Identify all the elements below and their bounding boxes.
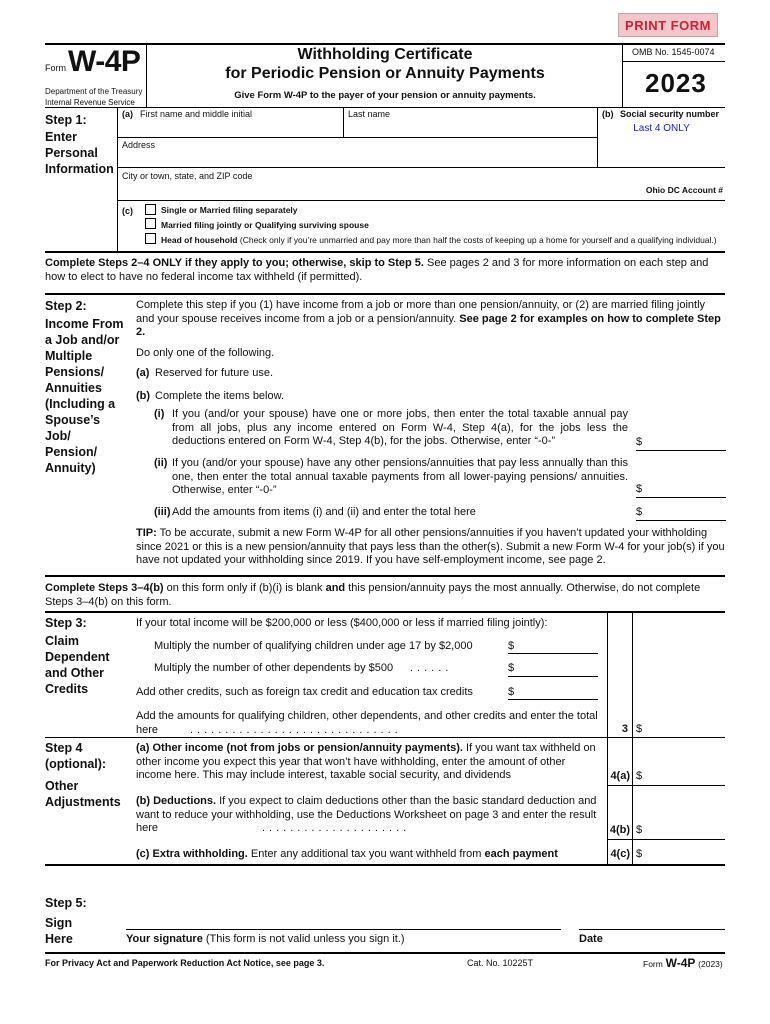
give-form: Give Form W-4P to the payer of your pension or annuity payments. — [234, 90, 536, 101]
step3-total-input[interactable] — [644, 718, 724, 736]
step4a-text: If you want tax withheld on other income you expect this year that won’t have withholding, enter the amount of other income here. This may include interest, taxable social security, and dividends — [136, 742, 596, 781]
single-checkbox[interactable] — [145, 204, 156, 215]
step2-title: Income From a Job and/or Multiple Pensions/ Annuities (Including a Spouse’s Job/ Pension/ Annuity) — [45, 317, 124, 475]
field-a-letter: (a) — [122, 109, 133, 119]
tip-bold: TIP: — [136, 527, 157, 539]
other-dependents-input[interactable] — [508, 676, 598, 677]
step4b-bold: (b) Deductions. — [136, 795, 217, 807]
step2-b-letter: (b) — [136, 390, 151, 402]
step3-line3-dollar: $ — [508, 686, 515, 698]
title-line1: Withholding Certificate — [297, 46, 473, 63]
irs: Internal Revenue Service — [45, 98, 135, 107]
department: Department of the Treasury — [45, 87, 143, 96]
step2-b-text: Complete the items below. — [155, 390, 285, 402]
city-input[interactable] — [118, 182, 596, 198]
step4c-dollar: $ — [636, 848, 643, 860]
signature-field[interactable] — [126, 905, 561, 929]
footer-form-name: W-4P — [665, 956, 696, 970]
step4a-box-number: 4(a) — [610, 770, 630, 782]
privacy-notice: For Privacy Act and Paperwork Reduction Act Notice, see page 3. — [45, 958, 325, 968]
step3-line3: Add other credits, such as foreign tax credit and education tax credits — [136, 686, 473, 698]
form-title — [150, 45, 620, 83]
print-form-button[interactable] — [618, 13, 718, 37]
address-label: Address — [122, 140, 156, 150]
field-b-letter: (b) — [602, 109, 614, 119]
step3-total-dollar: $ — [636, 723, 643, 735]
step3-line2: Multiply the number of other dependents by $500 — [154, 662, 394, 674]
step5-label: Step 5: — [45, 896, 87, 910]
city-label: City or town, state, and ZIP code — [122, 171, 253, 181]
complete-3-4b-bold: Complete Steps 3–4(b) — [45, 582, 164, 594]
other-credits-input[interactable] — [508, 699, 598, 700]
step2-a-letter: (a) — [136, 367, 150, 379]
date-label: Date — [579, 933, 603, 945]
complete-2-4-bold: Complete Steps 2–4 ONLY if they apply to you; otherwise, skip to Step 5. — [45, 257, 424, 269]
step4b-dollar: $ — [636, 824, 643, 836]
tip-text: To be accurate, submit a new Form W-4P for all other pensions/annuities if you haven’t updated your withholding since 2021 or this is a new pension/annuity that pays less than the other(s). Submit a new Form W-4 for your job(s) if you have not updated your withholding since 2019. If you have self-employment income, see page 2. — [136, 527, 725, 566]
step2-i-label: (i) — [154, 408, 165, 420]
complete-3-4b-rest: this pension/annuity pays the most annually. Otherwise, do not complete Steps 3–4(b) on this form. — [45, 582, 701, 608]
step3-title: Claim Dependent and Other Credits — [45, 634, 110, 696]
step3-line1: Multiply the number of qualifying children under age 17 by $2,000 — [154, 640, 473, 652]
step2-i-text: If you (and/or your spouse) have one or more jobs, then enter the total taxable annual pay from all jobs, plus any income entered on Form W-4, Step 4(a), for the jobs less the deductions entered on Form W-4, Step 4(b), for the jobs. Otherwise, enter “-0-” — [172, 408, 628, 447]
ssn-value: Last 4 ONLY — [633, 123, 690, 134]
step4c-box-number: 4(c) — [610, 848, 630, 860]
step3-line1-dollar: $ — [508, 640, 515, 652]
step4-label: Step 4 (optional): — [45, 741, 107, 771]
title-line2: for Periodic Pension or Annuity Payments — [225, 65, 545, 82]
step2-iii-input[interactable] — [636, 520, 726, 521]
step2-intro: Complete this step if you (1) have income from a job or more than one pension/annuity, or (2) are married filing jointly and your spouse receives income from a job or a pension/annuity. — [136, 299, 706, 325]
single-label: Single or Married filing separately — [161, 205, 298, 215]
address-input[interactable] — [118, 151, 596, 166]
omb-number: OMB No. 1545-0074 — [632, 47, 715, 57]
step2-intro-bold: See page 2 for examples on how to complete Step 2. — [136, 312, 721, 338]
form-word: Form — [45, 63, 66, 73]
head-of-household-checkbox[interactable] — [145, 233, 156, 244]
step4c-input[interactable] — [644, 844, 724, 862]
step4a-input[interactable] — [644, 766, 724, 784]
do-only-one: Do only one of the following. — [136, 347, 275, 359]
step1-title: Enter Personal Information — [45, 130, 114, 176]
step2-iii-text: Add the amounts from items (i) and (ii) and enter the total here — [172, 506, 476, 518]
step4b-input[interactable] — [644, 820, 724, 838]
last-name-label: Last name — [348, 109, 391, 119]
signature-label-bold: Your signature — [126, 933, 203, 945]
step2-iii-dollar: $ — [636, 506, 643, 518]
step4c-bold: (c) Extra withholding. — [136, 848, 248, 860]
step2-i-input[interactable] — [636, 450, 726, 451]
first-name-input[interactable] — [118, 120, 342, 136]
footer-year: (2023) — [698, 959, 723, 969]
step3-line2-dollar: $ — [508, 662, 515, 674]
form-name: W-4P — [68, 45, 141, 78]
step3-intro: If your total income will be $200,000 or less ($400,000 or less if married filing jointly): — [136, 617, 548, 629]
qualifying-children-input[interactable] — [508, 653, 598, 654]
step3-box-number: 3 — [621, 723, 628, 735]
step2-ii-dollar: $ — [636, 483, 643, 495]
signature-label-rest: (This form is not valid unless you sign it.) — [205, 933, 405, 945]
complete-2-4-rest: See pages 2 and 3 for more information on each step and how to elect to have no federal income tax withheld (if permitted). — [45, 257, 709, 283]
head-of-household-label: Head of household — [161, 235, 238, 245]
step2-label: Step 2: — [45, 299, 87, 313]
catalog-number: Cat. No. 10225T — [467, 958, 534, 968]
step4a-bold: (a) Other income (not from jobs or pension/annuity payments). — [136, 742, 463, 754]
step2-a-text: Reserved for future use. — [155, 367, 274, 379]
step2-ii-input[interactable] — [636, 497, 726, 498]
step2-ii-label: (ii) — [154, 457, 168, 469]
field-c-letter: (c) — [122, 206, 133, 216]
step3-line4: Add the amounts for qualifying children, other dependents, and other credits and enter the total here — [136, 710, 598, 736]
step1-label: Step 1: — [45, 113, 87, 127]
step4-title: Other Adjustments — [45, 779, 121, 809]
complete-3-4b-mid: on this form only if (b)(i) is blank — [163, 582, 326, 594]
tax-year: 2023 — [645, 68, 707, 98]
step4a-dollar: $ — [636, 770, 643, 782]
ssn-label: Social security number — [620, 109, 720, 119]
print-form-label: PRINT FORM — [625, 18, 711, 33]
ssn-input[interactable] — [598, 120, 725, 138]
step3-label: Step 3: — [45, 616, 87, 630]
footer-form-word: Form — [643, 959, 663, 969]
head-of-household-note: (Check only if you’re unmarried and pay more than half the costs of keeping up a home for yourself and a qualifying individual.) — [239, 235, 717, 245]
step4c-text: Enter any additional tax you want withheld from — [250, 848, 482, 860]
step2-iii-label: (iii) — [154, 506, 171, 518]
ohio-dc-account: Ohio DC Account # — [645, 185, 723, 195]
last-name-input[interactable] — [344, 120, 596, 136]
date-field[interactable] — [579, 905, 725, 929]
step2-i-dollar: $ — [636, 436, 643, 448]
step4b-text: If you expect to claim deductions other than the basic standard deduction and want to reduce your withholding, use the Deductions Worksheet on page 3 and enter the result here — [136, 795, 597, 834]
first-name-label: First name and middle initial — [140, 109, 253, 119]
complete-3-4b-and: and — [325, 582, 346, 594]
step4b-box-number: 4(b) — [609, 824, 630, 836]
married-jointly-checkbox[interactable] — [145, 218, 156, 229]
step2-ii-text: If you (and/or your spouse) have any other pensions/annuities that pay less annually than this one, then enter the total annual taxable payments from all lower-paying pensions/ annuities. Otherwise, enter “-0-” — [172, 457, 628, 496]
step5-title: Sign Here — [45, 916, 73, 946]
step4c-bold2: each payment — [484, 848, 558, 860]
married-jointly-label: Married filing jointly or Qualifying surviving spouse — [161, 220, 369, 230]
